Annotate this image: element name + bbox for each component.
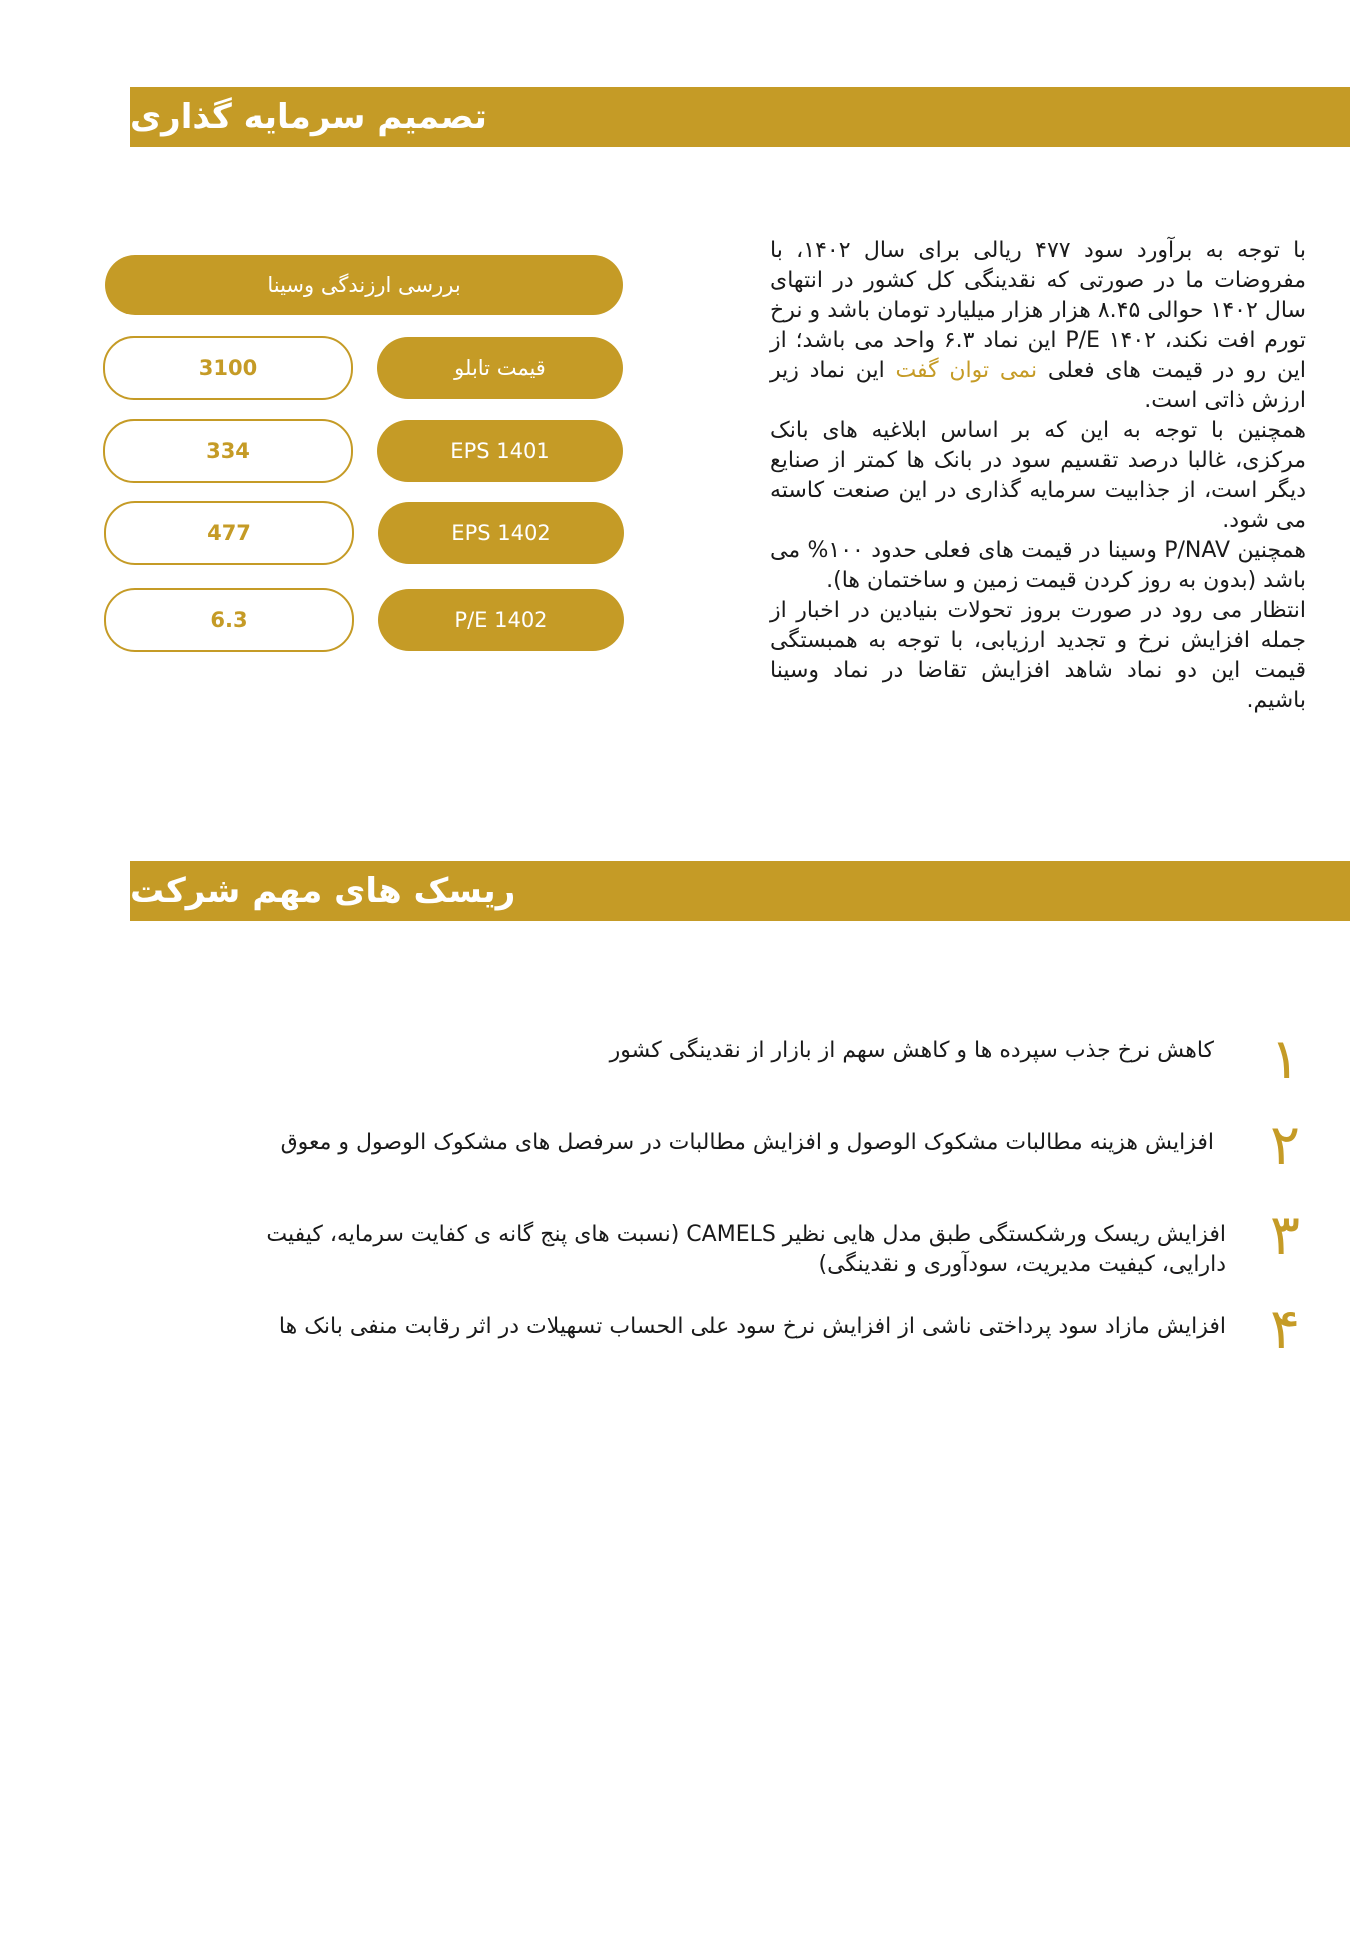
risk-number-4: ۴ <box>1269 1297 1301 1362</box>
investment-decision-header <box>130 87 1350 147</box>
highlighted-phrase: نمی توان گفت <box>895 358 1038 383</box>
valuation-value-eps-1401: 334 <box>103 419 353 483</box>
analysis-text-part: این نماد زیر ارزش ذاتی است. <box>770 358 1306 413</box>
valuation-value-pe-1402: 6.3 <box>104 588 354 652</box>
key-risks-title: ریسک های مهم شرکت <box>130 871 516 911</box>
risk-item-1: کاهش نرخ جذب سپرده ها و کاهش سهم از بازار از نقدینگی کشور <box>609 1038 1214 1063</box>
investment-decision-title: تصمیم سرمایه گذاری <box>130 97 487 137</box>
key-risks-header <box>130 861 1350 921</box>
risk-item-2: افزایش هزینه مطالبات مشکوک الوصول و افزایش مطالبات در سرفصل های مشکوک الوصول و معوق <box>280 1130 1214 1155</box>
risk-number-1: ۱ <box>1269 1027 1301 1092</box>
valuation-label-pe-1402: P/E 1402 <box>378 589 624 651</box>
risk-number-3: ۳ <box>1269 1203 1301 1268</box>
risk-item-3: افزایش ریسک ورشکستگی طبق مدل هایی نظیر CAMELS (نسبت های پنج گانه ی کفایت سرمایه، کیفیت دارایی، کیفیت مدیریت، سودآوری و نقدینگی) <box>266 1222 1226 1277</box>
valuation-value-price: 3100 <box>103 336 353 400</box>
analysis-text-part: با توجه به برآورد سود ۴۷۷ ریالی برای سال ۱۴۰۲، با مفروضات ما در صورتی که نقدینگی کل کشور در انتهای سال ۱۴۰۲ حوالی ۸.۴۵ هزار هزار میلیارد تومان باشد و نرخ تورم افت نکند، P/E ۱۴۰۲ این نماد ۶.۳ واحد می باشد؛ از این رو در قیمت های فعلی <box>770 238 1306 383</box>
risk-item-4: افزایش مازاد سود پرداختی ناشی از افزایش نرخ سود علی الحساب تسهیلات در اثر رقابت منفی بانک ها <box>278 1314 1226 1339</box>
valuation-label-price: قیمت تابلو <box>377 337 623 399</box>
analysis-paragraph-2: همچنین با توجه به این که بر اساس ابلاغیه های بانک مرکزی، غالبا درصد تقسیم سود در بانک ها کمتر از صنایع دیگر است، از جذابیت سرمایه گذاری در این صنعت کاسته می شود. <box>770 418 1306 533</box>
valuation-label-eps-1401: EPS 1401 <box>377 420 623 482</box>
analysis-paragraph-4: انتظار می رود در صورت بروز تحولات بنیادین در اخبار از جمله افزایش نرخ و تجدید ارزیابی، با توجه به همبستگی قیمت این دو نماد شاهد افزایش تقاضا در نماد وسینا باشیم. <box>770 598 1306 713</box>
investment-analysis-text <box>770 236 1306 716</box>
analysis-paragraph-1 <box>770 236 1306 416</box>
analysis-paragraph-3: همچنین P/NAV وسینا در قیمت های فعلی حدود ۱۰۰% می باشد (بدون به روز کردن قیمت زمین و ساختمان ها). <box>770 538 1306 593</box>
valuation-value-eps-1402: 477 <box>104 501 354 565</box>
valuation-label-eps-1402: EPS 1402 <box>378 502 624 564</box>
risk-number-2: ۲ <box>1269 1113 1301 1178</box>
valuation-title: بررسی ارزندگی وسینا <box>105 255 623 315</box>
